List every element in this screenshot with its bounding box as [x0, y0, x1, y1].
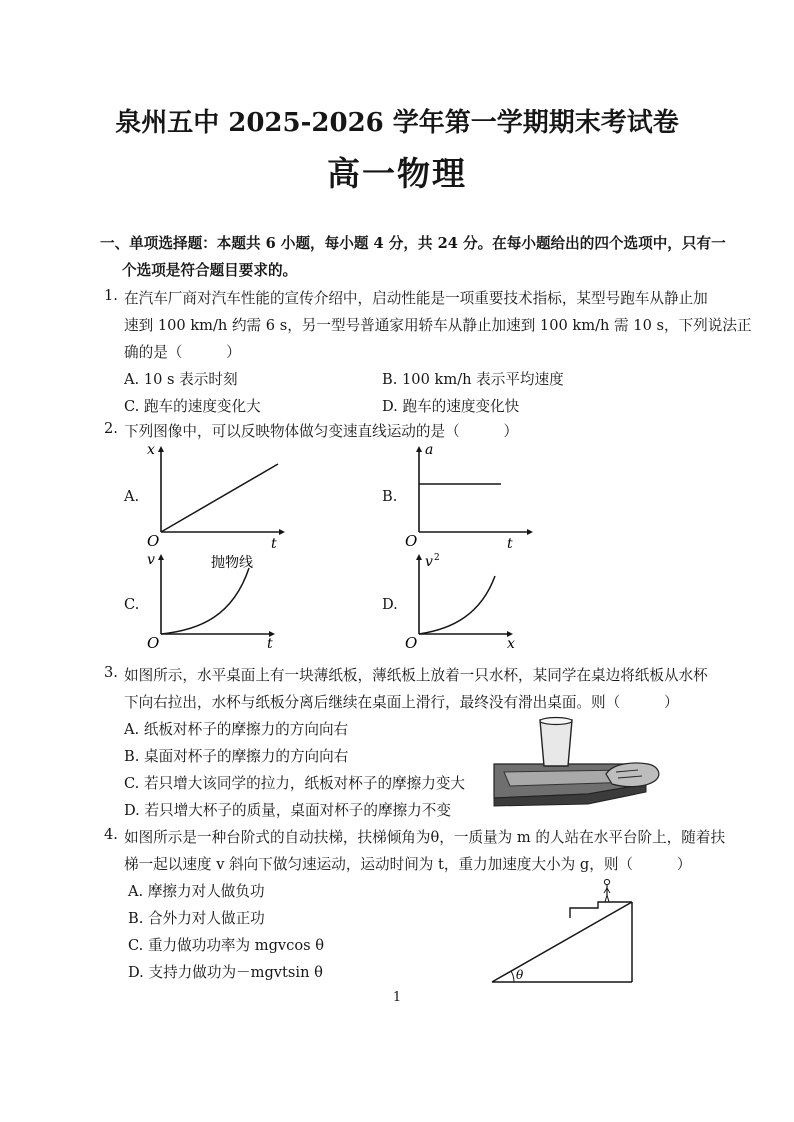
q2-graph-c — [145, 550, 285, 650]
angle-label: θ — [516, 968, 524, 982]
q2-graph-c-label: C. — [124, 596, 140, 613]
graph-c-x-label: t — [267, 636, 273, 650]
escalator-step — [570, 902, 632, 918]
graph-c-note: 抛物线 — [211, 555, 253, 571]
q2-graph-a — [145, 440, 285, 550]
person-figure — [604, 879, 610, 902]
q2-graph-a-label: A. — [124, 488, 140, 505]
q1-line2: 速到 100 km/h 约需 6 s，另一型号普通家用轿车从静止加速到 100 km/h 需 10 s，下列说法正 — [124, 317, 752, 334]
graph-d-origin: O — [405, 634, 418, 650]
graph-a-y-label: x — [147, 442, 155, 458]
angle-arc — [511, 971, 514, 982]
q4-figure — [486, 874, 638, 986]
q2-number: 2. — [104, 420, 118, 437]
graph-c-y-arrow — [158, 554, 164, 560]
graph-a-x-label: t — [271, 536, 277, 550]
q2-graph-d — [403, 550, 533, 650]
q3-figure — [488, 712, 664, 812]
q1-number: 1. — [104, 287, 118, 304]
q4-option-d: D. 支持力做功为－mgvtsin θ — [128, 964, 323, 981]
q1-line3: 确的是（ ） — [124, 344, 241, 361]
page-number: 1 — [392, 990, 402, 1005]
q2-stem: 下列图像中，可以反映物体做匀变速直线运动的是（ ） — [124, 423, 519, 440]
q4-option-a: A. 摩擦力对人做负功 — [128, 883, 265, 900]
graph-d-curve — [419, 576, 495, 634]
graph-b-y-arrow — [416, 446, 422, 452]
graph-a-line — [161, 464, 278, 532]
q1-option-b: B. 100 km/h 表示平均速度 — [382, 371, 564, 388]
q3-line1: 如图所示，水平桌面上有一块薄纸板，薄纸板上放着一只水杯，某同学在桌边将纸板从水杯 — [124, 667, 708, 684]
graph-b-origin: O — [405, 532, 418, 550]
q2-graph-b-label: B. — [382, 488, 398, 505]
section-heading-line2: 个选项是符合题目要求的。 — [122, 262, 298, 279]
q4-option-b: B. 合外力对人做正功 — [128, 910, 265, 927]
graph-c-curve — [161, 568, 249, 634]
graph-a-x-arrow — [279, 529, 285, 535]
graph-d-y-label: v — [425, 554, 433, 570]
escalator-incline — [492, 902, 632, 982]
q4-line1: 如图所示是一种台阶式的自动扶梯，扶梯倾角为θ，一质量为 m 的人站在水平台阶上，随着扶 — [124, 829, 726, 846]
graph-b-x-arrow — [527, 529, 533, 535]
graph-b-y-label: a — [425, 442, 434, 458]
q3-option-d: D. 若只增大杯子的质量，桌面对杯子的摩擦力不变 — [124, 802, 451, 819]
q4-option-c: C. 重力做功功率为 mgvcos θ — [128, 937, 325, 954]
q3-option-a: A. 纸板对杯子的摩擦力的方向向右 — [124, 721, 349, 738]
q4-number: 4. — [104, 826, 118, 843]
section-heading-line1: 一、单项选择题：本题共 6 小题，每小题 4 分，共 24 分。在每小题给出的四个选项中，只有一 — [100, 235, 726, 252]
q2-graph-b — [403, 440, 533, 550]
exam-title: 泉州五中 2025-2026 学年第一学期期末考试卷 — [115, 108, 679, 138]
q1-option-d: D. 跑车的速度变化快 — [382, 398, 520, 415]
graph-c-origin: O — [147, 634, 160, 650]
graph-b-x-label: t — [507, 536, 513, 550]
q3-option-b: B. 桌面对杯子的摩擦力的方向向右 — [124, 748, 349, 765]
graph-d-x-label: x — [507, 636, 515, 650]
q4-line2: 梯一起以速度 v 斜向下做匀速运动，运动时间为 t，重力加速度大小为 g，则（ ） — [124, 856, 692, 873]
graph-a-y-arrow — [158, 446, 164, 452]
graph-d-y-superscript: 2 — [434, 553, 440, 563]
graph-d-y-arrow — [416, 554, 422, 560]
cup-rim — [540, 718, 572, 725]
q1-option-a: A. 10 s 表示时刻 — [124, 371, 238, 388]
water-cup — [540, 720, 572, 766]
q3-option-c: C. 若只增大该同学的拉力，纸板对杯子的摩擦力变大 — [124, 775, 466, 792]
q3-line2: 下向右拉出，水杯与纸板分离后继续在桌面上滑行，最终没有滑出桌面。则（ ） — [124, 694, 679, 711]
q1-option-c: C. 跑车的速度变化大 — [124, 398, 261, 415]
graph-c-y-label: v — [147, 552, 155, 568]
subject-title: 高一物理 — [327, 154, 467, 193]
q2-graph-d-label: D. — [382, 596, 398, 613]
graph-a-origin: O — [147, 532, 160, 550]
q3-number: 3. — [104, 664, 118, 681]
q1-line1: 在汽车厂商对汽车性能的宣传介绍中，启动性能是一项重要技术指标，某型号跑车从静止加 — [124, 290, 708, 307]
